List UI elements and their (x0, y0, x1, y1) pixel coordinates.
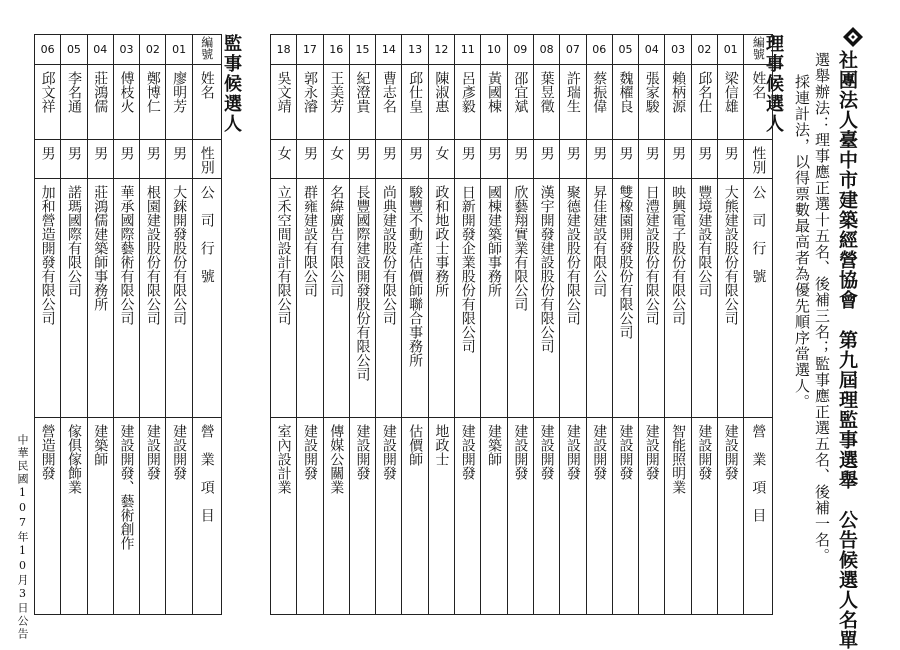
directors-cell-company (376, 179, 402, 418)
directors-cell-name (428, 65, 454, 140)
directors-cell-company (297, 179, 323, 418)
directors-no-text: 11 (460, 42, 475, 56)
directors-cell-business (560, 418, 586, 615)
directors-cell-business (428, 418, 454, 615)
directors-no-text: 03 (671, 42, 686, 56)
directors-company-text: 尚典建設股份有限公司 (380, 185, 397, 325)
directors-gender-text: 男 (486, 146, 503, 160)
directors-cell-name (297, 65, 323, 140)
directors-cell-no (455, 35, 481, 65)
directors-no-text: 17 (302, 42, 317, 56)
directors-cell-no (612, 35, 638, 65)
directors-cell-company (481, 179, 507, 418)
directors-gender-text: 男 (380, 146, 397, 160)
directors-cell-business (586, 418, 612, 615)
directors-cell-name (691, 65, 717, 140)
supervisors-business-text: 建設開發 (144, 424, 161, 480)
directors-header-number (744, 35, 773, 65)
supervisors-cell-no (140, 35, 166, 65)
directors-cell-name (402, 65, 428, 140)
supervisors-no-text: 05 (66, 42, 81, 56)
directors-cell-no (560, 35, 586, 65)
supervisors-company-text: 莊鴻儒建築師事務所 (92, 185, 109, 311)
directors-gender-text: 女 (433, 146, 450, 160)
supervisors-gender-text: 男 (171, 146, 188, 160)
directors-cell-company (639, 179, 665, 418)
directors-cell-no (349, 35, 375, 65)
supervisors-cell-gender (35, 140, 61, 179)
supervisors-company-text: 華承國際藝術有限公司 (118, 185, 135, 325)
supervisors-cell-gender (140, 140, 166, 179)
supervisors-gender-text: 男 (39, 146, 56, 160)
directors-cell-no (639, 35, 665, 65)
supervisors-table (34, 34, 222, 615)
supervisors-name-text: 李名通 (65, 71, 82, 113)
directors-header-name (744, 65, 773, 140)
supervisors-cell-business (140, 418, 166, 615)
directors-name-text: 葉昱徵 (538, 71, 555, 113)
directors-business-text: 建設開發 (643, 424, 660, 480)
directors-cell-name (455, 65, 481, 140)
supervisors-business-text: 建設開發 (171, 424, 188, 480)
directors-cell-business (665, 418, 691, 615)
directors-cell-name (665, 65, 691, 140)
supervisors-gender-text: 男 (118, 146, 135, 160)
directors-business-text: 建設開發 (459, 424, 476, 480)
directors-no-text: 16 (329, 42, 344, 56)
directors-name-text: 邱仕皇 (407, 71, 424, 113)
supervisors-header-text: 編號 (199, 36, 214, 60)
directors-cell-business (612, 418, 638, 615)
supervisors-no-text: 04 (93, 42, 108, 56)
directors-no-text: 12 (434, 42, 449, 56)
directors-name-text: 王美芳 (328, 71, 345, 113)
supervisors-field-row-gender (35, 140, 222, 179)
directors-business-text: 室內設計業 (275, 424, 292, 494)
directors-cell-gender (376, 140, 402, 179)
directors-gender-text: 男 (407, 146, 424, 160)
directors-company-text: 聚德建設股份有限公司 (564, 185, 581, 325)
directors-business-text: 建設開發 (591, 424, 608, 480)
supervisors-cell-gender (113, 140, 139, 179)
supervisors-gender-text: 男 (65, 146, 82, 160)
directors-name-text: 魏櫂良 (617, 71, 634, 113)
directors-cell-name (376, 65, 402, 140)
directors-cell-name (612, 65, 638, 140)
announcement-title: 社團法人臺中市建築經營協會 第九屆理監事選舉 公告候選人名單 (836, 50, 858, 650)
supervisors-header-business (192, 418, 221, 615)
directors-no-text: 18 (276, 42, 291, 56)
announcement-date: 中華民國107年10月3日公告 (16, 434, 29, 641)
directors-business-text: 傳媒公關業 (328, 424, 345, 494)
directors-name-text: 陳淑惠 (433, 71, 450, 113)
supervisors-header-text: 性別 (198, 146, 215, 174)
directors-cell-company (349, 179, 375, 418)
directors-no-text: 09 (513, 42, 528, 56)
directors-gender-text: 男 (617, 146, 634, 160)
supervisors-header-company (192, 179, 221, 418)
directors-company-text: 漢宇開發建設股份有限公司 (538, 185, 555, 353)
directors-no-text: 01 (723, 42, 738, 56)
directors-cell-name (323, 65, 349, 140)
directors-cell-no (718, 35, 744, 65)
supervisors-cell-name (61, 65, 87, 140)
directors-gender-text: 男 (538, 146, 555, 160)
directors-name-text: 張家駿 (643, 71, 660, 113)
directors-cell-gender (665, 140, 691, 179)
directors-business-text: 建築師 (486, 424, 503, 466)
directors-cell-business (533, 418, 559, 615)
directors-cell-business (481, 418, 507, 615)
directors-gender-text: 男 (696, 146, 713, 160)
directors-cell-gender (428, 140, 454, 179)
supervisors-cell-no (61, 35, 87, 65)
directors-gender-text: 男 (643, 146, 660, 160)
supervisors-no-text: 01 (172, 42, 187, 56)
directors-cell-business (507, 418, 533, 615)
supervisors-name-text: 廖明芳 (171, 71, 188, 113)
supervisors-cell-company (35, 179, 61, 418)
supervisors-cell-gender (87, 140, 113, 179)
supervisors-field-row-no (35, 35, 222, 65)
directors-company-text: 政和地政士事務所 (433, 185, 450, 297)
directors-cell-company (507, 179, 533, 418)
directors-cell-name (560, 65, 586, 140)
directors-header-company (744, 179, 773, 418)
directors-cell-no (402, 35, 428, 65)
supervisors-cell-business (113, 418, 139, 615)
directors-cell-no (665, 35, 691, 65)
directors-header-text: 營 業 項 目 (750, 424, 767, 522)
directors-cell-company (665, 179, 691, 418)
directors-business-text: 建設開發 (696, 424, 713, 480)
directors-cell-gender (718, 140, 744, 179)
supervisors-field-row-name (35, 65, 222, 140)
directors-company-text: 國棟建築師事務所 (486, 185, 503, 297)
directors-business-text: 建設開發 (354, 424, 371, 480)
directors-cell-company (718, 179, 744, 418)
directors-name-text: 吳文靖 (275, 71, 292, 113)
directors-company-text: 映興電子股份有限公司 (670, 185, 687, 325)
directors-no-text: 10 (487, 42, 502, 56)
supervisors-field-row-business (35, 418, 222, 615)
directors-company-text: 駿豐不動產估價師聯合事務所 (407, 185, 424, 367)
directors-cell-business (691, 418, 717, 615)
directors-name-text: 郭永濬 (301, 71, 318, 113)
directors-cell-company (533, 179, 559, 418)
directors-cell-gender (507, 140, 533, 179)
directors-name-text: 梁信雄 (722, 71, 739, 113)
directors-company-text: 日新開發企業股份有限公司 (459, 185, 476, 353)
directors-gender-text: 男 (591, 146, 608, 160)
supervisors-header-name (192, 65, 221, 140)
directors-gender-text: 男 (512, 146, 529, 160)
supervisors-cell-no (166, 35, 192, 65)
directors-no-text: 14 (381, 42, 396, 56)
directors-cell-no (428, 35, 454, 65)
directors-company-text: 日澧建設股份有限公司 (643, 185, 660, 325)
directors-cell-business (349, 418, 375, 615)
supervisors-name-text: 邱文祥 (39, 71, 56, 113)
supervisors-cell-name (87, 65, 113, 140)
directors-business-text: 建設開發 (538, 424, 555, 480)
election-method-line: 採連計法，以得票數最高者為優先順序當選人。 (793, 74, 811, 410)
directors-cell-company (691, 179, 717, 418)
supervisors-name-text: 莊鴻儒 (92, 71, 109, 113)
supervisors-header-text: 營 業 項 目 (198, 424, 215, 522)
directors-cell-gender (691, 140, 717, 179)
directors-company-text: 群雍建設有限公司 (301, 185, 318, 297)
directors-cell-no (691, 35, 717, 65)
directors-name-text: 曹志名 (380, 71, 397, 113)
supervisors-header-gender (192, 140, 221, 179)
directors-company-text: 長豐國際建設開發股份有限公司 (354, 185, 371, 381)
directors-cell-no (297, 35, 323, 65)
supervisors-cell-gender (61, 140, 87, 179)
directors-cell-no (586, 35, 612, 65)
directors-cell-company (612, 179, 638, 418)
directors-business-text: 智能照明業 (670, 424, 687, 494)
directors-cell-name (533, 65, 559, 140)
supervisors-cell-name (113, 65, 139, 140)
supervisors-cell-no (113, 35, 139, 65)
directors-gender-text: 女 (275, 146, 292, 160)
directors-header-text: 公 司 行 號 (750, 185, 767, 283)
directors-cell-company (428, 179, 454, 418)
supervisors-company-text: 諾瑪國際有限公司 (65, 185, 82, 297)
directors-cell-name (718, 65, 744, 140)
directors-cell-no (376, 35, 402, 65)
supervisors-cell-business (61, 418, 87, 615)
directors-header-text: 性別 (750, 146, 767, 174)
directors-cell-company (271, 179, 297, 418)
supervisors-gender-text: 男 (144, 146, 161, 160)
directors-business-text: 建設開發 (617, 424, 634, 480)
directors-name-text: 紀澄貴 (354, 71, 371, 113)
supervisors-cell-no (35, 35, 61, 65)
directors-cell-company (560, 179, 586, 418)
supervisors-header-text: 公 司 行 號 (198, 185, 215, 283)
supervisors-field-row-company (35, 179, 222, 418)
supervisors-gender-text: 男 (92, 146, 109, 160)
directors-cell-name (586, 65, 612, 140)
directors-cell-business (376, 418, 402, 615)
directors-gender-text: 女 (328, 146, 345, 160)
directors-cell-gender (402, 140, 428, 179)
supervisors-no-text: 06 (40, 42, 55, 56)
directors-no-text: 04 (644, 42, 659, 56)
directors-no-text: 07 (565, 42, 580, 56)
directors-field-row-gender (271, 140, 773, 179)
supervisors-name-text: 傅枝火 (118, 71, 135, 113)
supervisors-business-text: 建設開發、藝術創作 (118, 424, 135, 550)
association-logo-icon (842, 26, 864, 48)
directors-cell-company (402, 179, 428, 418)
directors-cell-no (481, 35, 507, 65)
supervisors-company-text: 大錸開發股份有限公司 (171, 185, 188, 325)
directors-field-row-business (271, 418, 773, 615)
supervisors-cell-business (166, 418, 192, 615)
directors-no-text: 13 (408, 42, 423, 56)
election-method-line: 選舉辦法：理事應正選十五名、後補三名；監事應正選五名、後補一名。 (813, 52, 831, 564)
supervisors-business-text: 建築師 (92, 424, 109, 466)
supervisors-header-text: 姓名 (198, 71, 215, 99)
directors-cell-company (455, 179, 481, 418)
directors-company-text: 名緯廣告有限公司 (328, 185, 345, 297)
directors-cell-business (297, 418, 323, 615)
directors-business-text: 建設開發 (722, 424, 739, 480)
directors-cell-business (323, 418, 349, 615)
directors-company-text: 立禾空間設計有限公司 (275, 185, 292, 325)
supervisors-header-number (192, 35, 221, 65)
supervisors-cell-gender (166, 140, 192, 179)
directors-cell-name (639, 65, 665, 140)
directors-cell-name (271, 65, 297, 140)
directors-cell-business (718, 418, 744, 615)
directors-name-text: 蔡振偉 (591, 71, 608, 113)
directors-no-text: 08 (539, 42, 554, 56)
directors-cell-gender (271, 140, 297, 179)
directors-cell-gender (481, 140, 507, 179)
directors-cell-no (507, 35, 533, 65)
directors-name-text: 邵宜斌 (512, 71, 529, 113)
directors-name-text: 呂彥毅 (459, 71, 476, 113)
directors-cell-name (349, 65, 375, 140)
directors-business-text: 建設開發 (564, 424, 581, 480)
directors-cell-no (271, 35, 297, 65)
supervisors-business-text: 傢俱傢飾業 (65, 424, 82, 494)
directors-cell-company (586, 179, 612, 418)
supervisors-cell-name (166, 65, 192, 140)
directors-company-text: 豐境建設有限公司 (696, 185, 713, 297)
directors-gender-text: 男 (301, 146, 318, 160)
supervisors-name-text: 鄭博仁 (144, 71, 161, 113)
directors-cell-gender (586, 140, 612, 179)
directors-cell-business (271, 418, 297, 615)
directors-no-text: 06 (592, 42, 607, 56)
supervisors-cell-company (61, 179, 87, 418)
directors-company-text: 昇佳建設有限公司 (591, 185, 608, 297)
directors-name-text: 賴柄源 (670, 71, 687, 113)
directors-gender-text: 男 (670, 146, 687, 160)
supervisors-cell-company (140, 179, 166, 418)
directors-business-text: 估價師 (407, 424, 424, 466)
directors-name-text: 黃國棟 (486, 71, 503, 113)
directors-cell-name (481, 65, 507, 140)
directors-gender-text: 男 (564, 146, 581, 160)
directors-cell-gender (349, 140, 375, 179)
supervisors-company-text: 加和營造開發有限公司 (39, 185, 56, 325)
directors-company-text: 欣藝翔實業有限公司 (512, 185, 529, 311)
directors-company-text: 雙橡園開發股份有限公司 (617, 185, 634, 339)
directors-cell-gender (639, 140, 665, 179)
directors-table (270, 34, 773, 615)
directors-business-text: 建設開發 (512, 424, 529, 480)
directors-cell-no (533, 35, 559, 65)
directors-field-row-company (271, 179, 773, 418)
directors-gender-text: 男 (354, 146, 371, 160)
directors-business-text: 建設開發 (301, 424, 318, 480)
directors-cell-gender (455, 140, 481, 179)
directors-cell-gender (533, 140, 559, 179)
directors-cell-gender (612, 140, 638, 179)
directors-header-text: 姓名 (750, 71, 767, 99)
directors-header-text: 編號 (751, 36, 766, 60)
supervisors-cell-company (87, 179, 113, 418)
supervisors-cell-name (35, 65, 61, 140)
directors-header-business (744, 418, 773, 615)
supervisors-no-text: 03 (119, 42, 134, 56)
supervisors-no-text: 02 (145, 42, 160, 56)
directors-company-text: 大熊建設股份有限公司 (722, 185, 739, 325)
directors-field-row-no (271, 35, 773, 65)
directors-business-text: 地政士 (433, 424, 450, 466)
election-method (792, 52, 832, 564)
supervisors-section-title: 監事候選人 (221, 34, 242, 134)
supervisors-business-text: 營造開發 (39, 424, 56, 480)
directors-no-text: 15 (355, 42, 370, 56)
directors-cell-gender (323, 140, 349, 179)
supervisors-cell-business (35, 418, 61, 615)
directors-no-text: 02 (697, 42, 712, 56)
directors-name-text: 邱名仕 (696, 71, 713, 113)
directors-cell-company (323, 179, 349, 418)
directors-cell-business (455, 418, 481, 615)
directors-gender-text: 男 (459, 146, 476, 160)
supervisors-cell-business (87, 418, 113, 615)
directors-section-title: 理事候選人 (763, 34, 784, 134)
directors-cell-no (323, 35, 349, 65)
supervisors-cell-name (140, 65, 166, 140)
directors-cell-gender (560, 140, 586, 179)
directors-name-text: 許瑞生 (564, 71, 581, 113)
supervisors-company-text: 根園建設股份有限公司 (144, 185, 161, 325)
directors-header-gender (744, 140, 773, 179)
directors-business-text: 建設開發 (380, 424, 397, 480)
directors-cell-business (639, 418, 665, 615)
directors-cell-business (402, 418, 428, 615)
directors-cell-gender (297, 140, 323, 179)
supervisors-cell-company (166, 179, 192, 418)
supervisors-cell-company (113, 179, 139, 418)
supervisors-cell-no (87, 35, 113, 65)
directors-no-text: 05 (618, 42, 633, 56)
directors-cell-name (507, 65, 533, 140)
directors-field-row-name (271, 65, 773, 140)
directors-gender-text: 男 (722, 146, 739, 160)
